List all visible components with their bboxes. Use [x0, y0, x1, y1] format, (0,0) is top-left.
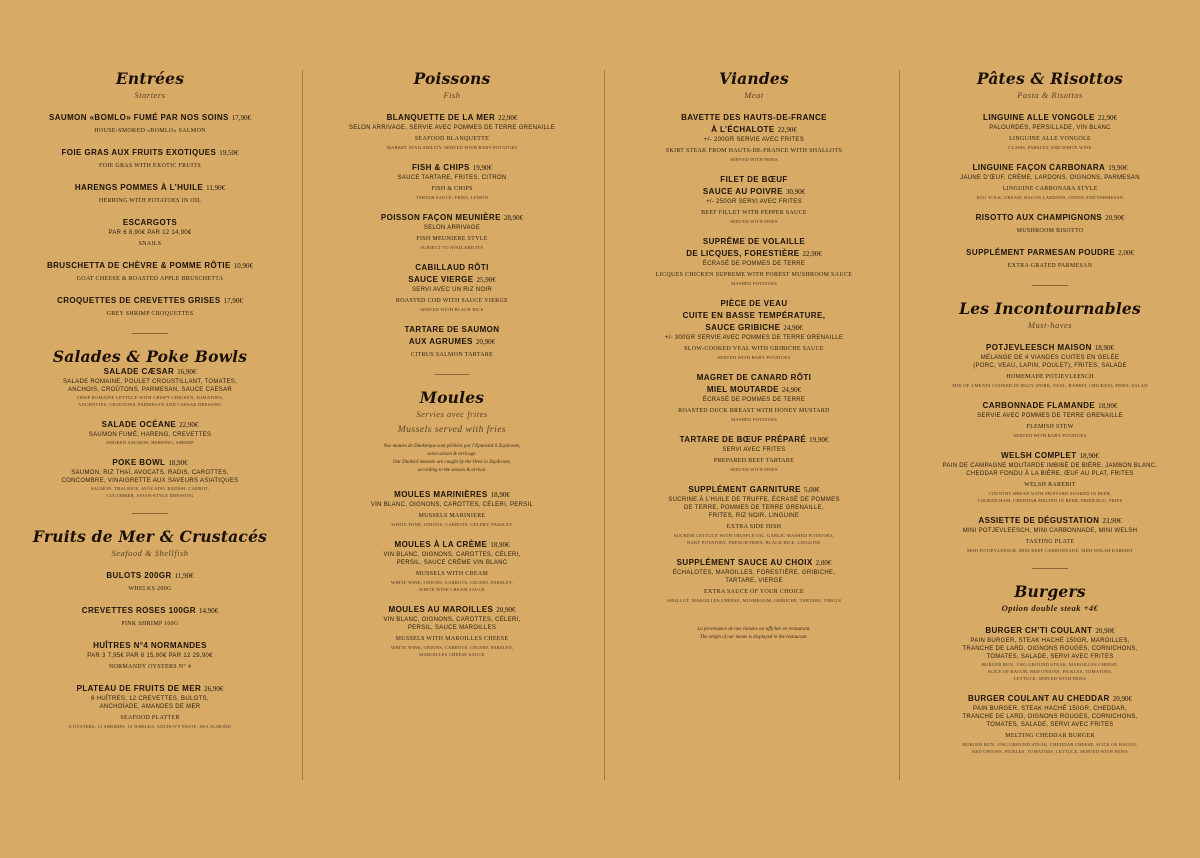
menu-item [900, 162, 1200, 201]
item-name: SUPPLÉMENT PARMESAN POUDRE 2,00€ [966, 248, 1134, 257]
item-name: ASSIETTE DE DÉGUSTATION 23,90€ [978, 516, 1122, 525]
item-translation-detail: MARKET AVAILABILITY, SERVED WITH BABY POTATOES [386, 145, 518, 150]
item-translation: MUSSELS WITH CREAM [415, 571, 489, 577]
item-description: PERSIL, SAUCE CRÈME VIN BLANC [396, 560, 508, 566]
item-translation: HERRING WITH POTATOES IN OIL [98, 198, 202, 204]
section-notes [322, 443, 582, 475]
item-translation-detail: SERVED WITH FRIES [730, 157, 778, 162]
item-translation-detail: EGG YOLK, CREAM, BACON LARDONS, ONION AND PARMESAN [976, 195, 1124, 200]
section-divider [132, 333, 168, 334]
item-translation: FOIE GRAS WITH EXOTIC FRUITS [99, 163, 201, 169]
item-name: TARTARE DE BŒUF PRÉPARÉ 19,90€ [679, 435, 829, 444]
item-translation: EXTRA SAUCE OF YOUR CHOICE [704, 589, 804, 595]
item-price: 2,00€ [815, 559, 832, 567]
item-translation-detail: MASHED POTATOES [730, 417, 778, 422]
item-translation-detail: COUNTRY BREAD WITH MUSTARD SOAKED IN BEER, [988, 491, 1112, 496]
item-translation: PREPARED BEEF TARTARE [713, 458, 795, 464]
item-translation: SEAFOOD BLANQUETTE [414, 136, 490, 142]
item-price: 19,90€ [809, 436, 829, 444]
section-footnotes [604, 626, 904, 642]
menu-item [302, 324, 602, 360]
item-price: 22,90€ [179, 421, 199, 429]
item-price: 16,90€ [177, 368, 197, 376]
item-description: VIN BLANC, OIGNONS, CAROTTES, CÉLERI, [383, 552, 521, 558]
item-price: 19,90€ [472, 164, 492, 172]
item-translation: WELSH RAREBIT [1024, 482, 1076, 488]
item-description: DE TERRE, POMMES DE TERRE GRENAILLE, [684, 505, 824, 511]
item-translation: CITRUS SALMON TARTARE [410, 352, 494, 358]
item-price: 17,90€ [231, 114, 251, 122]
menu-item [900, 693, 1200, 755]
item-description: SERVI AVEC UN RIZ NOIR [411, 287, 493, 293]
menu-item [900, 342, 1200, 389]
menu-item [302, 489, 602, 528]
item-name: MOULES AU MAROILLES 20,90€ [388, 605, 516, 614]
section-divider [132, 513, 168, 514]
item-translation-detail: SERVED WITH BABY POTATOES [1013, 433, 1087, 438]
item-name: POKE BOWL 18,90€ [112, 458, 188, 467]
item-translation: NORMANDY OYSTERS N° 4 [108, 664, 192, 670]
item-translation-detail: MAROILLES CHEESE SAUCE [419, 652, 485, 657]
item-translation: MELTING CHEDDAR BURGER [1005, 733, 1095, 739]
note-line: Our Dunkirk mussels are caught by the Oren in Zuydcoote, [392, 460, 512, 465]
menu-item [604, 298, 904, 361]
item-price: 22,90€ [777, 126, 797, 134]
menu-item [0, 260, 300, 284]
section-subtitle: Meat [744, 90, 764, 100]
item-description: ÉCRASÉ DE POMMES DE TERRE [702, 397, 806, 403]
menu-item [900, 515, 1200, 554]
menu-item [302, 112, 602, 151]
item-translation: ROASTED DUCK BREAST WITH HONEY MUSTARD [678, 408, 830, 414]
menu-item [302, 212, 602, 251]
item-translation: WHELKS 200G [128, 586, 172, 592]
item-description: PALOURDES, PERSILLADE, VIN BLANC [989, 125, 1111, 131]
item-name: SAUCE AU POIVRE 30,90€ [702, 187, 806, 196]
menu-item [302, 604, 602, 658]
item-translation-detail: SLICE OF BACON, RED ONIONS, PICKLES, TOMATOES, [987, 669, 1113, 674]
menu-section [302, 70, 602, 360]
item-description: CONCOMBRE, VINAIGRETTE AUX SAVEURS ASIATIQUES [61, 478, 239, 484]
item-translation: ROASTED COD WITH SAUCE VIERGE [395, 298, 509, 304]
item-translation-detail: BURGER BUN, 150G GROUND STEAK, CHEDDAR CHEESE, SLICE OF BACON, [962, 742, 1138, 747]
section-subtitle: Starters [134, 90, 166, 100]
item-translation-detail: WHITE WINE CREAM SAUCE [419, 587, 485, 592]
item-name: SUPRÊME DE VOLAILLE [702, 237, 806, 246]
item-name: À L’ÉCHALOTE 22,90€ [711, 125, 797, 134]
item-name: MIEL MOUTARDE 24,90€ [706, 385, 802, 394]
note-line: selon saison & arrivage. [427, 452, 477, 457]
item-translation: GREY SHRIMP CROQUETTES [106, 311, 194, 317]
menu-section [900, 300, 1200, 554]
menu-section [0, 348, 300, 499]
item-name: POTJEVLEESCH MAISON 18,90€ [985, 343, 1115, 352]
item-price: 22,90€ [498, 114, 518, 122]
item-translation: FISH MEUNIERE STYLE [416, 236, 488, 242]
item-description: ANCHOIS, CROÛTONS, PARMESAN, SAUCE CAESAR [67, 387, 233, 393]
section-subtitle: Pasta & Risottos [1017, 90, 1083, 100]
section-title: Fruits de Mer & Crustacés [32, 527, 268, 546]
item-description: PERSIL, SAUCE MAROILLES [407, 625, 497, 631]
item-name: CREVETTES ROSES 100GR 14,90€ [81, 606, 219, 615]
item-description: (PORC, VEAU, LAPIN, POULET), FRITES, SALADE [973, 363, 1127, 369]
item-price: 18,90€ [490, 541, 510, 549]
note-line: according to the season & arrival. [417, 468, 487, 473]
item-translation-detail: SMOKED SALMON, HERRING, SHRIMP [105, 440, 195, 445]
item-translation-detail: WHITE WINE, ONIONS, CARROTS, CELERY, PARSLEY, [390, 645, 514, 650]
item-translation: SEAFOOD PLATTER [120, 715, 180, 721]
item-price: 5,00€ [803, 486, 820, 494]
item-description: PAR 3 7,95€ PAR 6 15,90€ PAR 12 29,90€ [87, 653, 213, 659]
item-description: SAUMON FUMÉ, HARENG, CREVETTES [88, 432, 212, 438]
item-name: POISSON FAÇON MEUNIÈRE 28,90€ [380, 213, 524, 222]
item-description: SAUMON, RIZ THAÏ, AVOCATS, RADIS, CAROTTES, [71, 470, 229, 476]
item-description: VIN BLANC, OIGNONS, CAROTTES, CÉLERI, [383, 617, 521, 623]
item-translation-detail: SUBJECT TO AVAILABILITY [420, 245, 484, 250]
menu-item [900, 400, 1200, 439]
menu-item [302, 162, 602, 201]
item-price: 24,90€ [781, 386, 802, 394]
item-price: 25,90€ [476, 276, 496, 284]
item-description: ÉCRASÉ DE POMMES DE TERRE [702, 261, 806, 267]
menu-item [900, 450, 1200, 504]
item-translation-detail: SERVED WITH BABY POTATOES [717, 355, 791, 360]
item-description: TRANCHE DE LARD, OIGNONS ROUGES, CORNICHONS, [962, 646, 1138, 652]
footnote-line: The origin of our meats is displayed in the restaurant. [700, 635, 808, 640]
item-price: 10,90€ [233, 262, 254, 270]
item-name: HUÎTRES N°4 NORMANDES [93, 641, 207, 650]
item-description: SERVIE AVEC POMMES DE TERRE GRENAILLE [977, 413, 1123, 419]
item-price: 14,90€ [198, 607, 219, 615]
item-name: BULOTS 200GR 11,90€ [106, 571, 194, 580]
item-price: 18,90€ [1079, 452, 1099, 460]
menu-item [0, 683, 300, 730]
item-translation-detail: CRISP ROMAINE LETTUCE WITH CRISPY CHICKEN, TOMATOES, [76, 395, 224, 400]
item-translation-detail: MINI POTJEVLEESCH, MINI BEEF CARBONNADE, MINI WELSH RAREBIT [967, 548, 1133, 553]
menu-item [604, 434, 904, 473]
item-price: 26,90€ [204, 685, 224, 693]
item-price: 19,50€ [219, 149, 239, 157]
item-name: TARTARE DE SAUMON [404, 325, 500, 334]
menu-item [900, 112, 1200, 151]
menu-item [900, 212, 1200, 236]
menu-item [900, 247, 1200, 271]
menu-item [604, 372, 904, 423]
item-price: 11,90€ [174, 572, 194, 580]
item-name: MAGRET DE CANARD RÔTI [696, 373, 812, 382]
item-name: BAVETTE DES HAUTS-DE-FRANCE [681, 113, 827, 122]
item-price: 18,90€ [1094, 344, 1115, 352]
item-price: 20,90€ [496, 606, 516, 614]
section-title: Salades & Poke Bowls [52, 347, 248, 366]
menu-column-3 [604, 62, 904, 648]
section-subtitle-en: Mussels served with fries [397, 425, 507, 435]
item-price: 24,90€ [783, 324, 803, 332]
item-description: TRANCHE DE LARD, OIGNONS ROUGES, CORNICHONS, [962, 714, 1138, 720]
menu-item [0, 366, 300, 408]
menu-item [604, 112, 904, 163]
item-name: BLANQUETTE DE LA MER 22,90€ [386, 113, 518, 122]
section-title: Poissons [413, 69, 491, 88]
item-description: SERVI AVEC FRITES [722, 447, 786, 453]
item-translation: FLEMISH STEW [1026, 424, 1074, 430]
item-price: 28,90€ [503, 214, 524, 222]
item-translation: HOMEMADE POTJEVLEESCH [1006, 374, 1094, 380]
menu-column-2 [302, 62, 602, 669]
item-translation-detail: CLAMS, PARSLEY AND WHITE WINE [1008, 145, 1092, 150]
item-name: FISH & CHIPS 19,90€ [412, 163, 492, 172]
item-name: PIÈCE DE VEAU [720, 299, 788, 308]
item-translation-detail: RED ONIONS, PICKLES, TOMATOES, LETTUCE, SERVED WITH FRIES [972, 749, 1128, 754]
item-translation-detail: CUCUMBER, ASIAN-STYLE DRESSING [106, 493, 194, 498]
item-translation-detail: 6 OYSTERS, 12 SHRIMPS, 12 WHELKS, ANCHOVY PASTE, SEA ALMOND [69, 724, 231, 729]
item-name: ESCARGOTS [122, 218, 178, 227]
menu-column-1 [0, 62, 300, 741]
item-description: PAIN DE CAMPAGNE MOUTARDE IMBIBÉ DE BIÈRE, JAMBON BLANC, [942, 463, 1158, 469]
item-name: SALADE OCÉANE 22,90€ [101, 420, 199, 429]
menu-section [0, 528, 300, 730]
item-translation: SLOW-COOKED VEAL WITH GRIBICHE SAUCE [684, 346, 824, 352]
menu-item [604, 557, 904, 604]
item-price: 17,90€ [223, 297, 243, 305]
item-translation-detail: LETTUCE, SERVED WITH FRIES [1013, 676, 1087, 681]
item-description: TOMATES, SALADE, SERVI AVEC FRITES [986, 654, 1114, 660]
item-name: PLATEAU DE FRUITS DE MER 26,90€ [76, 684, 224, 693]
item-translation: LICQUES CHICKEN SUPREME WITH FOREST MUSHROOM SAUCE [655, 272, 853, 278]
menu-item [604, 236, 904, 287]
item-name: SALADE CÆSAR 16,90€ [103, 367, 197, 376]
item-name: MOULES À LA CRÈME 18,90€ [394, 540, 510, 549]
item-translation: FISH & CHIPS [431, 186, 473, 192]
item-translation-detail: SERVED WITH BLACK RICE [420, 307, 484, 312]
menu-item [0, 605, 300, 629]
item-description: VIN BLANC, OIGNONS, CAROTTES, CÉLERI, PERSIL [370, 502, 534, 508]
section-title: Entrées [115, 69, 185, 88]
item-name: LINGUINE ALLE VONGOLE 22,90€ [983, 113, 1117, 122]
item-description: +/- 250GR SERVI AVEC FRITES [706, 199, 802, 205]
item-price: 18,90€ [490, 491, 510, 499]
item-name: LINGUINE FAÇON CARBONARA 19,90€ [972, 163, 1128, 172]
item-name: FILET DE BŒUF [720, 175, 788, 184]
item-description: PAIN BURGER, STEAK HACHÉ 150GR, MAROILLES, [970, 638, 1130, 644]
section-title: Pâtes & Risottos [976, 69, 1124, 88]
menu-item [900, 625, 1200, 682]
item-translation: GOAT CHEESE & ROASTED APPLE BRUSCHETTA [76, 276, 224, 282]
item-translation: MUSSELS WITH MAROILLES CHEESE [395, 636, 509, 642]
item-translation: BEEF FILLET WITH PEPPER SAUCE [701, 210, 807, 216]
item-translation-detail: MASHED POTATOES [730, 281, 778, 286]
section-title: Burgers [1014, 582, 1086, 601]
item-description: SUCRINE À L’HUILE DE TRUFFE, ÉCRASÉ DE POMMES [668, 497, 840, 503]
section-subtitle: Must-haves [1027, 320, 1073, 330]
item-translation-detail: SHALLOT, MAROILLES CHEESE, MUSHROOM, GRIBICHE, TARTARE, VIRGIN [666, 598, 842, 603]
item-description: +/- 300GR SERVIE AVEC POMMES DE TERRE GRENAILLE [664, 335, 844, 341]
item-description: SALADE ROMAINE, POULET CROUSTILLANT, TOMATES, [62, 379, 238, 385]
item-name: CARBONNADE FLAMANDE 18,90€ [982, 401, 1118, 410]
menu-column-4 [900, 62, 1200, 766]
item-translation-detail: WHITE WINE, ONIONS, CARROTS, CELERY, PARSLEY, [390, 580, 514, 585]
item-price: 22,90€ [802, 250, 822, 258]
item-name: FOIE GRAS AUX FRUITS EXOTIQUES 19,50€ [61, 148, 239, 157]
item-name: HARENGS POMMES À L’HUILE 11,90€ [74, 183, 226, 192]
item-description: JAUNE D’ŒUF, CRÈME, LARDONS, OIGNONS, PARMESAN [960, 175, 1140, 181]
item-translation: LINGUINE CARBONARA STYLE [1002, 186, 1098, 192]
menu-section [900, 583, 1200, 755]
item-translation-detail: SALMON, THAI RICE, AVOCADO, RADISH, CARROT, [90, 486, 210, 491]
item-translation-detail: WHITE WINE, ONIONS, CARROTS, CELERY, PARSLEY [391, 522, 513, 527]
item-price: 22,90€ [1097, 114, 1117, 122]
item-price: 2,00€ [1118, 249, 1134, 257]
menu-item [0, 112, 300, 136]
item-translation: SKIRT STEAK FROM HAUTS-DE-FRANCE WITH SHALLOTS [665, 148, 843, 154]
item-translation: MUSHROOM RISOTTO [1016, 228, 1084, 234]
menu-section [302, 389, 602, 658]
item-translation-detail: SERVED WITH FRIES [730, 219, 778, 224]
menu-item [0, 570, 300, 594]
item-translation: LINGUINE ALLE VONGOLE [1009, 136, 1091, 142]
item-name: CUITE EN BASSE TEMPÉRATURE, [682, 311, 826, 320]
item-translation-detail: SERVED WITH FRIES [730, 467, 778, 472]
menu-item [0, 457, 300, 499]
menu-section [0, 70, 300, 319]
section-subtitle: Seafood & Shellfish [111, 548, 189, 558]
item-name: SUPPLÉMENT GARNITURE 5,00€ [688, 485, 820, 494]
section-title: Moules [419, 388, 485, 407]
item-name: SUPPLÉMENT SAUCE AU CHOIX 2,00€ [676, 558, 832, 567]
item-description: PAR 6 8,90€ PAR 12 14,90€ [108, 230, 192, 236]
item-name: SAUCE VIERGE 25,90€ [408, 275, 496, 284]
item-description: TOMATES, SALADE, SERVI AVEC FRITES [986, 722, 1114, 728]
item-price: 11,90€ [206, 184, 226, 192]
item-description: PAIN BURGER, STEAK HACHÉ 150GR, CHEDDAR, [973, 706, 1127, 712]
item-description: FRITES, RIZ NOIR, LINGUINE [708, 513, 800, 519]
item-name: MOULES MARINIÈRES 18,90€ [394, 490, 510, 499]
item-name: CABILLAUD RÔTI [415, 263, 489, 272]
item-translation: PINK SHRIMP 100G [121, 621, 179, 627]
item-description: ANCHOÏADE, AMANDES DE MER [99, 704, 201, 710]
section-title: Les Incontournables [959, 299, 1141, 318]
item-description: ÉCHALOTES, MAROILLES, FORESTIÈRE, GRIBICHE, [672, 570, 836, 576]
section-divider [1032, 568, 1068, 569]
item-name: SAUMON «BOMLO» FUMÉ PAR NOS SOINS 17,90€ [49, 113, 251, 122]
item-translation: TASTING PLATE [1025, 539, 1075, 545]
item-name: CROQUETTES DE CREVETTES GRISES 17,90€ [57, 296, 243, 305]
item-name: DE LICQUES, FORESTIÈRE 22,90€ [686, 249, 822, 258]
menu-section [604, 70, 904, 642]
item-description: MÉLANGE DE 4 VIANDES CUITES EN GELÉE [980, 355, 1120, 361]
item-price: 18,90€ [1098, 402, 1118, 410]
menu-item [0, 217, 300, 249]
item-description: CHEDDAR FONDU À LA BIÈRE, ŒUF AU PLAT, FRITES [966, 471, 1134, 477]
item-price: 18,90€ [168, 459, 188, 467]
item-description: SAUCE TARTARE, FRITES, CITRON [397, 175, 507, 181]
item-description: SELON ARRIVAGE [423, 225, 481, 231]
item-translation-detail: BABY POTATOES, FRENCH FRIES, BLACK RICE, LINGUINE [687, 540, 821, 545]
item-price: 20,90€ [475, 338, 496, 346]
menu-item [604, 484, 904, 546]
section-divider [1032, 285, 1068, 286]
section-subtitle: Fish [443, 90, 461, 100]
item-description: TARTARE, VIERGE [725, 578, 783, 584]
section-subtitle: Servies avec frites [416, 409, 488, 419]
item-description: MINI POTJEVLEESCH, MINI CARBONNADE, MINI WELSH [962, 528, 1138, 534]
item-description: +/- 200GR SERVIE AVEC FRITES [703, 137, 805, 143]
menu-item [0, 295, 300, 319]
item-name: BRUSCHETTA DE CHÈVRE & POMME RÔTIE 10,90€ [46, 261, 254, 270]
item-name: SAUCE GRIBICHE 24,90€ [705, 323, 803, 332]
item-price: 20,90€ [1112, 695, 1132, 703]
item-translation-detail: MIX OF 4 MEATS COOKED IN JELLY (PORK, VEAL, RABBIT, CHICKEN), FRIES, SALAD [952, 383, 1148, 388]
menu-item [0, 640, 300, 672]
menu-item [0, 147, 300, 171]
item-name: AUX AGRUMES 20,90€ [408, 337, 496, 346]
menu-item [0, 182, 300, 206]
item-description: SELON ARRIVAGE, SERVIE AVEC POMMES DE TERRE GRENAILLE [348, 125, 556, 131]
item-translation: EXTRA GRATED PARMESAN [1007, 263, 1093, 269]
item-translation: HOUSE-SMOKED «BOMLO» SALMON [94, 128, 206, 134]
item-translation-detail: BURGER BUN, 150G GROUND STEAK, MAROILLES CHEESE, [981, 662, 1119, 667]
item-translation: MUSSELS MARINIERE [418, 513, 486, 519]
item-translation-detail: TARTAR SAUCE, FRIES, LEMON [415, 195, 489, 200]
item-translation: EXTRA SIDE DISH [726, 524, 782, 530]
item-price: 30,90€ [785, 188, 806, 196]
item-translation-detail: COOKED HAM, CHEDDAR MELTED IN BEER, FRIED EGG, FRIES [977, 498, 1123, 503]
menu-item [302, 262, 602, 313]
item-name: BURGER CH’TI COULANT 20,90€ [985, 626, 1115, 635]
item-name: BURGER COULANT AU CHEDDAR 20,90€ [968, 694, 1132, 703]
item-translation: SNAILS [138, 241, 162, 247]
item-name: RISOTTO AUX CHAMPIGNONS 20,90€ [975, 213, 1125, 222]
item-translation-detail: SUCRINE LETTUCE WITH TRUFFLE OIL, GARLIC MASHED POTATOES, [673, 533, 835, 538]
item-price: 20,90€ [1105, 214, 1125, 222]
menu-item [302, 539, 602, 593]
note-line: Nos moules de Dunkerque sont pêchées par l’Epuisard à Zuydcoote, [383, 444, 521, 449]
item-name: WELSH COMPLET 18,90€ [1001, 451, 1099, 460]
item-price: 19,90€ [1108, 164, 1128, 172]
section-divider [434, 374, 470, 375]
footnote-line: La provenance de nos viandes est affichée en restaurant. [697, 627, 811, 632]
item-price: 23,90€ [1102, 517, 1122, 525]
menu-item [0, 419, 300, 446]
menu-item [604, 174, 904, 225]
section-subtitle: Option double steak +4€ [1001, 603, 1099, 613]
item-translation-detail: ANCHOVIES, CROUTONS, PARMESAN AND CAESAR DRESSING [78, 402, 222, 407]
menu-section [900, 70, 1200, 271]
item-description: 6 HUÎTRES, 12 CREVETTES, BULOTS, [91, 696, 209, 702]
section-title: Viandes [719, 69, 789, 88]
item-price: 20,90€ [1095, 627, 1115, 635]
